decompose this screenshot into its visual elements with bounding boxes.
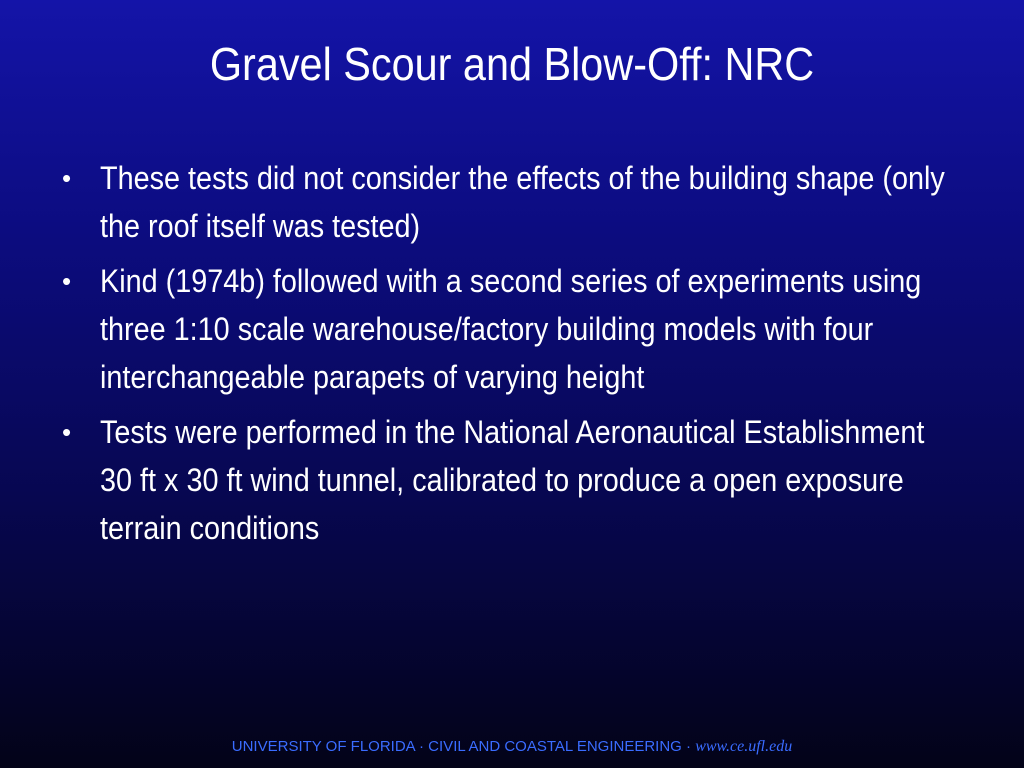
bullet-item bbox=[62, 154, 962, 250]
bullet-item bbox=[62, 408, 962, 552]
bullet-text: These tests did not consider the effects of the building shape (only the roof itself was tested) bbox=[100, 160, 945, 244]
bullet-dot: • bbox=[62, 163, 72, 193]
bullet-dot: • bbox=[62, 266, 72, 296]
footer bbox=[0, 738, 1024, 756]
footer-org: UNIVERSITY OF FLORIDA · CIVIL AND COASTAL ENGINEERING · bbox=[231, 738, 696, 755]
footer-url-link[interactable]: www.ce.ufl.edu bbox=[695, 738, 793, 755]
slide-title: Gravel Scour and Blow-Off: NRC bbox=[209, 38, 815, 90]
bullet-dot: • bbox=[62, 417, 72, 447]
bullet-item bbox=[62, 257, 962, 401]
bullet-text: Kind (1974b) followed with a second series of experiments using three 1:10 scale warehouse/factory building models with four interchangeable parapets of varying height bbox=[100, 263, 922, 395]
bullet-text: Tests were performed in the National Aeronautical Establishment 30 ft x 30 ft wind tunnel, calibrated to produce a open exposure terrain conditions bbox=[100, 414, 925, 546]
bullet-list bbox=[62, 154, 962, 559]
